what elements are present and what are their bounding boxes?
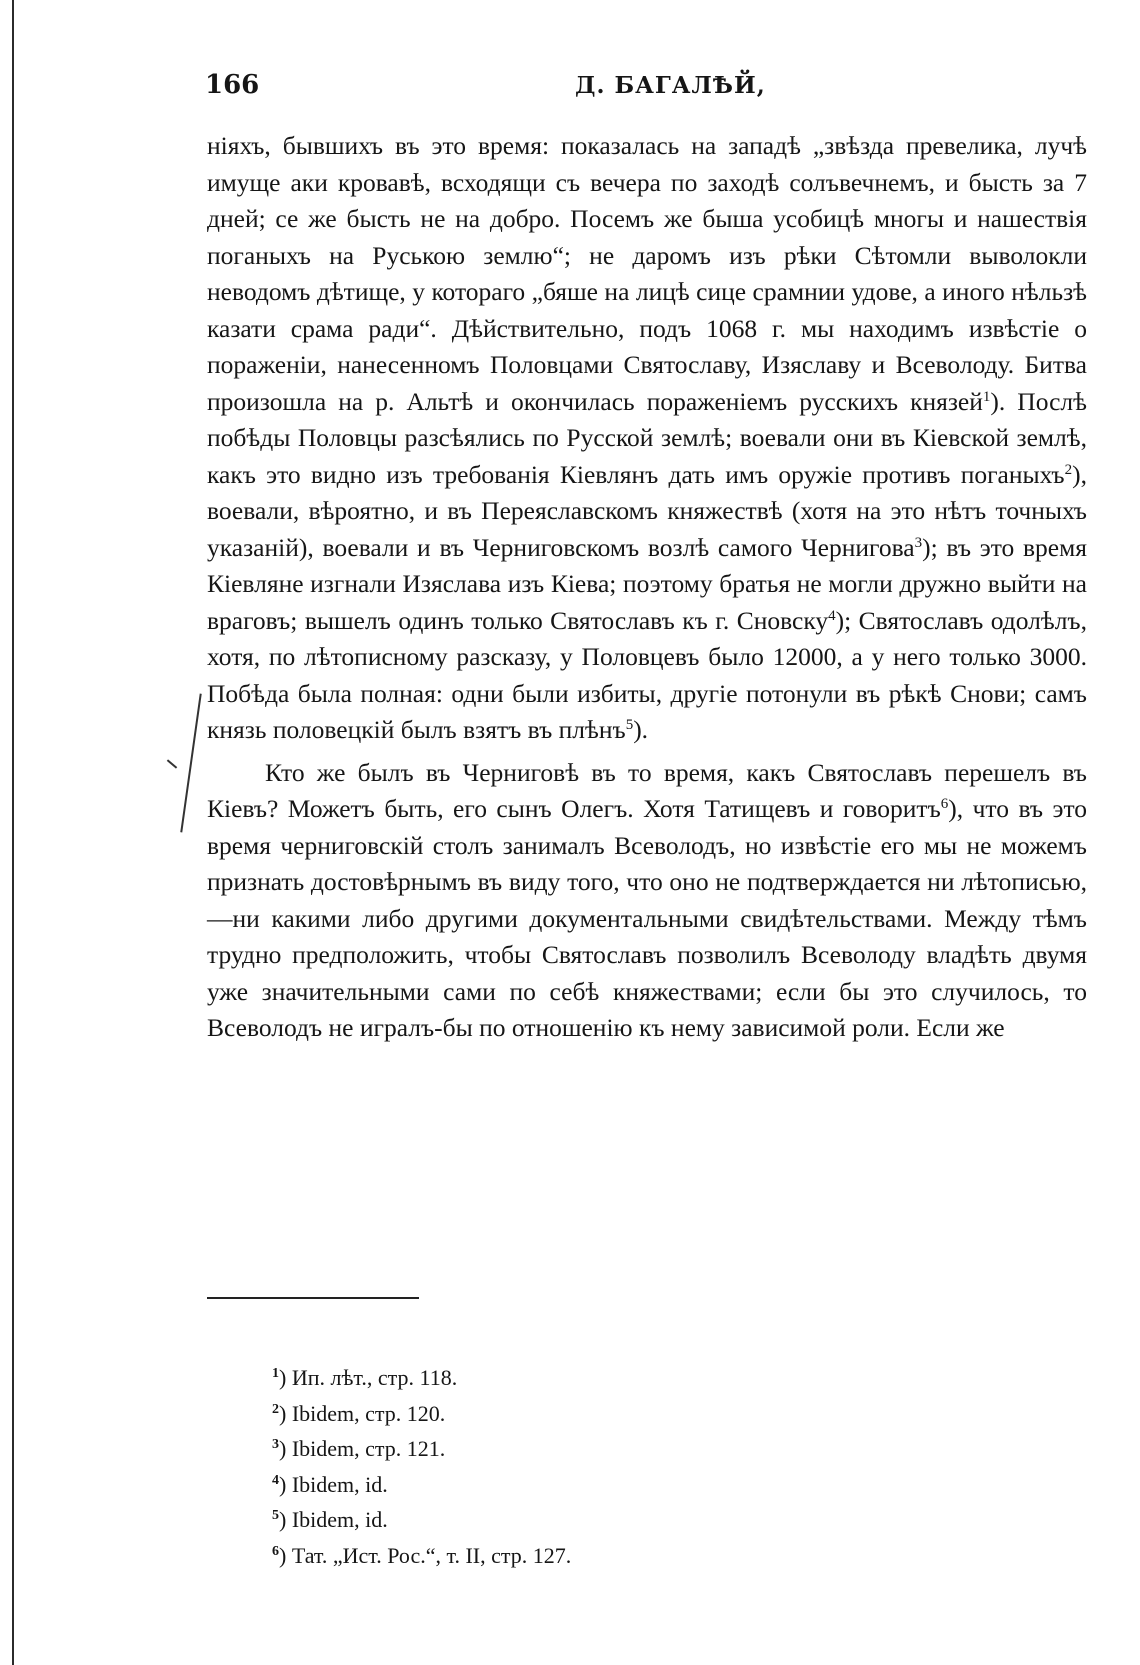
footnote-ref: 5 (625, 717, 634, 733)
text-segment: ніяхъ, бывшихъ въ это время: показалась на западѣ „звѣзда превелика, лучѣ имуще аки кровавѣ, всходящи съ вечера по заходѣ солъвечнемъ, и бысть за 7 дней; се же бысть не на добро. Посемъ же быша усобицѣ многы и нашествія поганыхъ на Руською землю“; не даромъ изъ рѣки Сѣтомли выволокли неводомъ дѣтище, у котораго „бяше на лицѣ сице срамнии удове, а иного нѣльзѣ казати срама ради“. Дѣйствительно, подъ 1068 г. мы находимъ извѣстіе о пораженіи, нанесенномъ Половцами Святославу, Изяславу и Всеволоду. Битва произошла на р. Альтѣ и окончилась пораженіемъ русскихъ князей (207, 131, 1087, 416)
footnote-mark: 5 (272, 1508, 279, 1523)
text-segment: Кто же былъ въ Черниговѣ въ то время, какъ Святославъ перешелъ въ Кіевъ? Можетъ быть, его сынъ Олегъ. Хотя Татищевъ и говоритъ (207, 757, 1087, 823)
margin-pen-mark (180, 694, 201, 833)
footnote-mark: 2 (272, 1401, 279, 1417)
text-segment: ). (633, 715, 649, 744)
footnote-item (272, 1502, 571, 1538)
footnote-item (272, 1431, 571, 1467)
footnote-mark: 1 (272, 1366, 279, 1381)
text-segment: ), воевали, вѣроятно, и въ Переяславскомъ княжествѣ (хотя на это нѣтъ точныхъ указаній), воевали и въ Черниговскомъ возлѣ самого Чернигова (207, 459, 1087, 562)
footnote-text: ) Ibidem, id. (279, 1507, 388, 1532)
footnote-item (272, 1360, 571, 1396)
main-text (207, 128, 1087, 1047)
page-number: 166 (205, 70, 260, 100)
footnote-ref: 4 (828, 607, 836, 624)
footnote-text: ) Ibidem, стр. 121. (279, 1436, 446, 1461)
text-segment: ), что въ это время черниговскій столъ занималъ Всеволодъ, но извѣстіе его мы не можемъ признать достовѣрнымъ въ виду того, что оно не подтверждается ни лѣтописью,—ни какими либо другими документальными свидѣтельствами. Между тѣмъ трудно предположить, чтобы Святославъ позволилъ Всеволоду владѣть двумя уже значительными сами по себѣ княжествами; если бы это случилось, то Всеволодъ не игралъ-бы по отношенію къ нему зависимой роли. Если же (207, 794, 1088, 1042)
paragraph-1 (207, 128, 1087, 749)
footnote-text: ) Ип. лѣт., стр. 118. (279, 1365, 458, 1390)
footnote-ref: 6 (940, 796, 949, 812)
footnote-mark: 6 (272, 1543, 279, 1559)
footnotes (272, 1360, 571, 1573)
footnote-text: ) Ibidem, id. (279, 1471, 388, 1497)
footnote-mark: 3 (272, 1437, 279, 1452)
footnote-mark: 4 (272, 1472, 279, 1488)
footnote-separator (207, 1297, 419, 1299)
text-segment: ); Святославъ одолѣлъ, хотя, по лѣтописному разсказу, у Половцевъ было 12000, а у него только 3000. Побѣда была полная: одни были избиты, другіе потонули въ рѣкѣ Снови; самъ князь половецкій былъ взятъ въ плѣнъ (207, 605, 1087, 744)
paragraph-2 (207, 755, 1087, 1047)
footnote-item (272, 1396, 571, 1432)
page-header (205, 70, 1085, 110)
footnote-item (272, 1538, 571, 1574)
text-segment: ); въ это время Кіевляне изгнали Изяслава изъ Кіева; поэтому братья не могли дружно выйти на враговъ; вышелъ одинъ только Святославъ къ г. Сновску (207, 532, 1087, 635)
page-edge-line (12, 0, 14, 1665)
running-head: Д. БАГАЛѢЙ, (575, 72, 766, 99)
footnote-ref: 2 (1064, 461, 1073, 478)
footnote-text: ) Ibidem, стр. 120. (279, 1400, 446, 1426)
footnote-item (272, 1467, 571, 1503)
footnote-ref: 1 (982, 388, 991, 405)
text-segment: ). Послѣ побѣды Половцы разсѣялись по Русской землѣ; воевали они въ Кіевской землѣ, какъ это видно изъ требованія Кіевлянъ дать имъ оружіе противъ поганыхъ (207, 386, 1087, 489)
footnote-text: ) Тат. „Ист. Рос.“, т. II, стр. 127. (279, 1542, 572, 1568)
margin-tick-mark (167, 759, 177, 768)
footnote-ref: 3 (914, 534, 923, 551)
